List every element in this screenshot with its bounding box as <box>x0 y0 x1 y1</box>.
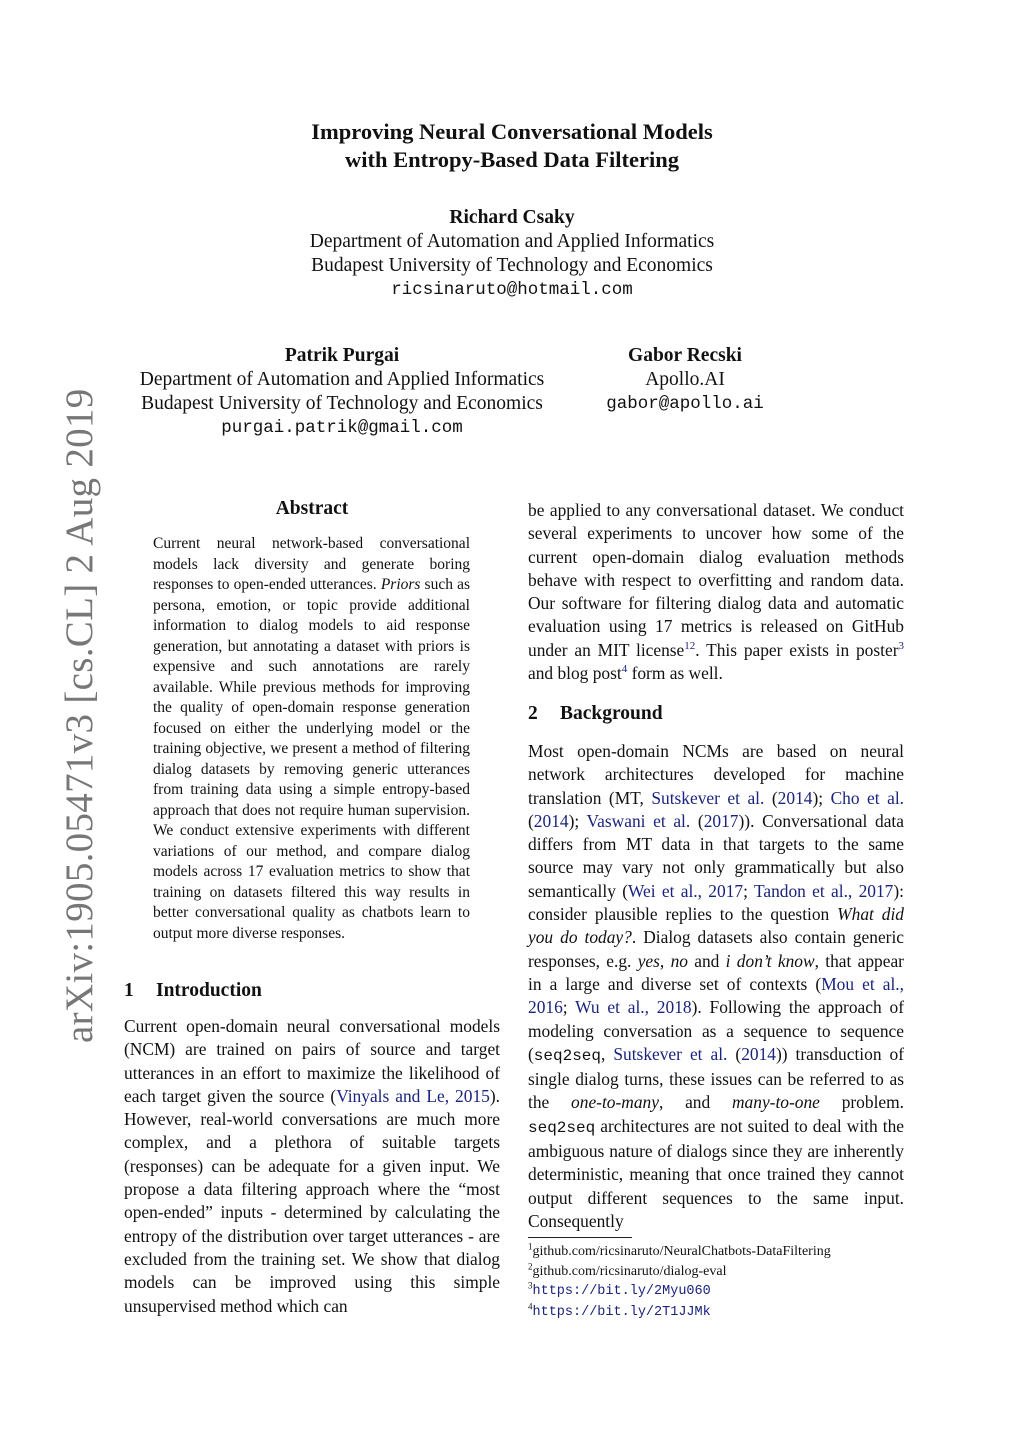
section-heading-background: 2 Background <box>528 703 663 724</box>
footnote-link[interactable]: github.com/ricsinaruto/NeuralChatbots-DataFiltering <box>532 1244 831 1259</box>
citation-link[interactable]: Cho et al. <box>830 787 905 808</box>
abstract-heading: Abstract <box>275 498 349 519</box>
code-term: seq2seq <box>533 1046 602 1065</box>
author-email[interactable]: purgai.patrik@gmail.com <box>221 418 463 438</box>
author-block-2 <box>112 344 572 440</box>
citation-link[interactable]: 2014 <box>533 810 569 831</box>
author-email[interactable]: gabor@apollo.ai <box>606 394 764 414</box>
author-block-1 <box>0 206 1024 302</box>
priors-emphasis: Priors <box>380 576 421 593</box>
right-column-intro-continued: be applied to any conversational dataset. We conduct several experiments to uncover how some of the current open-domain dialog evaluation methods behave with respect to overfitting and random data. Our software for filtering dialog data and automatic evaluation using 17 metrics is released on GitHub under an MIT license$^{12}$. This paper exists in poster$^3$ and blog post$^4$ form as well. <box>528 500 904 684</box>
author-block-3 <box>575 344 795 416</box>
footnotes <box>528 1242 908 1322</box>
arxiv-side-stamp: arXiv:1905.05471v3 [cs.CL] 2 Aug 2019 <box>58 388 101 1043</box>
footnote-ref[interactable]: 3 <box>898 639 904 652</box>
author-name: Richard Csaky <box>449 207 575 228</box>
title-line-1: Improving Neural Conversational Models <box>311 119 713 144</box>
footnote-ref[interactable]: 12 <box>684 639 696 652</box>
citation-link[interactable]: Mou et al., 2016 <box>528 973 904 1018</box>
author-email[interactable]: ricsinaruto@hotmail.com <box>391 280 633 300</box>
footnote-item: $^4$https://bit.ly/2T1JJMk <box>528 1300 711 1320</box>
author-name: Patrik Purgai <box>284 345 400 366</box>
title-line-2: with Entropy-Based Data Filtering <box>345 147 679 172</box>
citation-link[interactable]: Vinyals and Le, 2015 <box>336 1085 490 1106</box>
footnote-item: $^2$github.com/ricsinaruto/dialog-eval <box>528 1260 727 1279</box>
citation-link[interactable]: 2017 <box>703 810 739 831</box>
background-body: Most open-domain NCMs are based on neural network architectures developed for machine translation (MT, Sutskever et al. (2014); Cho et al. (2014); Vaswani et al. (2017)). Conversational data differs from MT data in that targets to the same source may vary not only grammatically but also semantically (Wei et al., 2017; Tandon et al., 2017): consider plausible replies to the question What did you do today?. Dialog datasets also contain generic responses, e.g. yes, no and i don’t know, that appear in a large and diverse set of contexts (Mou et al., 2016; Wu et al., 2018). Following the approach of modeling conversation as a sequence to sequence (seq2seq, Sutskever et al. (2014)) transduction of single dialog turns, these issues can be referred to as the one-to-many, and many-to-one problem. seq2seq architectures are not suited to deal with the ambiguous nature of dialogs since they are inherently deterministic, meaning that once trained they cannot output different sequences to the same input. Consequently <box>528 741 905 1231</box>
author-affiliation: Apollo.AI <box>645 369 725 390</box>
footnote-item: $^3$https://bit.ly/2Myu060 <box>528 1280 711 1299</box>
citation-link[interactable]: 2014 <box>777 787 813 808</box>
author-name: Gabor Recski <box>628 345 742 366</box>
paper-title <box>0 118 1024 174</box>
introduction-body: Current open-domain neural conversational models (NCM) are trained on pairs of source and target utterances in an effort to maximize the likelihood of each target given the source (Vinyals and Le, 2015). However, real-world conversations are much more complex, and a plethora of suitable targets (responses) can be adequate for a given input. We propose a data filtering approach where the “most open-ended” inputs - determined by calculating the entropy of the distribution over target utterances - are excluded from the training set. We show that dialog models can be improved using this simple unsupervised method which can <box>124 1016 500 1316</box>
citation-link[interactable]: Sutskever et al. <box>613 1043 728 1064</box>
footnote-link[interactable]: https://bit.ly/2Myu060 <box>532 1284 711 1299</box>
citation-link[interactable]: Tandon et al., 2017 <box>753 880 894 901</box>
citation-link[interactable]: Wei et al., 2017 <box>628 880 744 901</box>
footnote-item: $^1$github.com/ricsinaruto/NeuralChatbots-DataFiltering <box>528 1241 831 1259</box>
footnote-link[interactable]: https://bit.ly/2T1JJMk <box>532 1304 711 1320</box>
section-heading-introduction: 1 Introduction <box>124 980 262 1001</box>
author-affiliation: Department of Automation and Applied Informatics <box>139 369 545 390</box>
abstract-body: Current neural network-based conversational models lack diversity and generate boring responses to open-ended utterances. Priors such as persona, emotion, or topic provide additional information to dialog models to aid response generation, but annotating a dataset with priors is expensive and such annotations are rarely available. While previous methods for improving the quality of open-domain response generation focused on either the underlying model or the training objective, we present a method of filtering dialog datasets by removing generic utterances from training data using a simple entropy-based approach that does not require human supervision. We conduct extensive experiments with different variations of our method, and compare dialog models across 17 evaluation metrics to show that training on datasets filtered this way results in better conversational quality as chatbots learn to output more diverse responses. <box>153 535 471 942</box>
citation-link[interactable]: Vaswani et al. <box>586 810 691 831</box>
author-affiliation: Budapest University of Technology and Economics <box>311 255 713 276</box>
citation-link[interactable]: 2014 <box>741 1043 776 1064</box>
author-affiliation: Department of Automation and Applied Informatics <box>309 231 715 252</box>
footnote-link[interactable]: github.com/ricsinaruto/dialog-eval <box>532 1263 727 1279</box>
code-term: seq2seq <box>528 1118 596 1137</box>
footnote-divider <box>528 1237 632 1238</box>
citation-link[interactable]: Wu et al., 2018 <box>575 997 692 1018</box>
footnote-ref[interactable]: 4 <box>621 663 628 676</box>
citation-link[interactable]: Sutskever et al. <box>651 787 765 808</box>
author-affiliation: Budapest University of Technology and Economics <box>141 393 543 414</box>
